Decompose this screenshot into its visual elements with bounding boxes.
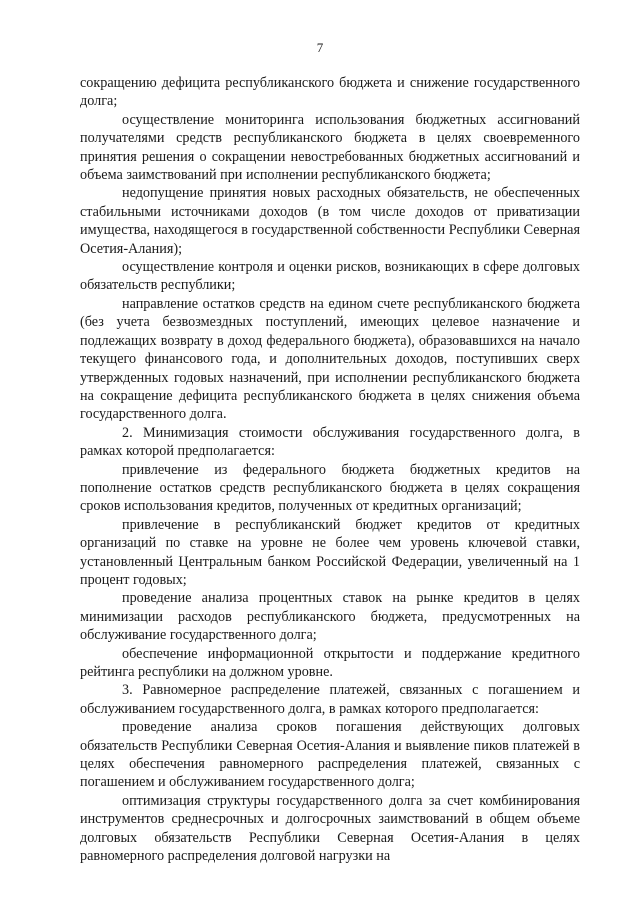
paragraph: 2. Минимизация стоимости обслуживания государственного долга, в рамках которой предполагается: bbox=[80, 424, 580, 460]
document-body bbox=[80, 74, 580, 865]
paragraph: проведение анализа сроков погашения действующих долговых обязательств Республики Северная Осетия-Алания и выявление пиков платежей в целях обеспечения равномерного распределения платежей, связанных с погашением и обслуживанием государственного долга; bbox=[80, 719, 580, 791]
paragraph: привлечение в республиканский бюджет кредитов от кредитных организаций по ставке на уровне не более чем уровень ключевой ставки, установленный Центральным банком Российской Федерации, увеличенный на 1 процент годовых; bbox=[80, 516, 580, 588]
paragraph: недопущение принятия новых расходных обязательств, не обеспеченных стабильными источниками доходов (в том числе доходов от приватизации имущества, находящегося в государственной собственности Республики Северная Осетия-Алания); bbox=[80, 185, 580, 257]
paragraph: сокращению дефицита республиканского бюджета и снижение государственного долга; bbox=[80, 75, 580, 110]
paragraph: осуществление мониторинга использования бюджетных ассигнований получателями средств республиканского бюджета в целях своевременного принятия решения о сокращении невостребованных бюджетных ассигнований и объема заимствований при исполнении республиканского бюджета; bbox=[80, 111, 580, 184]
paragraph: обеспечение информационной открытости и поддержание кредитного рейтинга республики на должном уровне. bbox=[80, 645, 580, 680]
paragraph: привлечение из федерального бюджета бюджетных кредитов на пополнение остатков средств республиканского бюджета в целях сокращения сроков использования кредитов, полученных от кредитных организаций; bbox=[80, 461, 580, 515]
paragraph: 3. Равномерное распределение платежей, связанных с погашением и обслуживанием государственного долга, в рамках которого предполагается: bbox=[80, 682, 580, 717]
paragraph: оптимизация структуры государственного долга за счет комбинирования инструментов среднесрочных и долгосрочных заимствований в общем объеме долговых обязательств Республики Северная Осетия-Алания в целях равномерного распределения долговой нагрузки на bbox=[80, 792, 580, 865]
page-number: 7 bbox=[316, 40, 324, 55]
paragraph: направление остатков средств на едином счете республиканского бюджета (без учета безвозмездных поступлений, имеющих целевое назначение и подлежащих возврату в доход федерального бюджета), образовавшихся на начало текущего финансового года, и дополнительных доходов, поступивших сверх утвержденных годовых назначений, при исполнении республиканского бюджета на сокращение дефицита республиканского бюджета в целях снижения объема государственного долга. bbox=[80, 295, 580, 423]
paragraph: осуществление контроля и оценки рисков, возникающих в сфере долговых обязательств республики; bbox=[80, 259, 580, 294]
paragraph: проведение анализа процентных ставок на рынке кредитов в целях минимизации расходов республиканского бюджета, предусмотренных на обслуживание государственного долга; bbox=[80, 590, 580, 644]
